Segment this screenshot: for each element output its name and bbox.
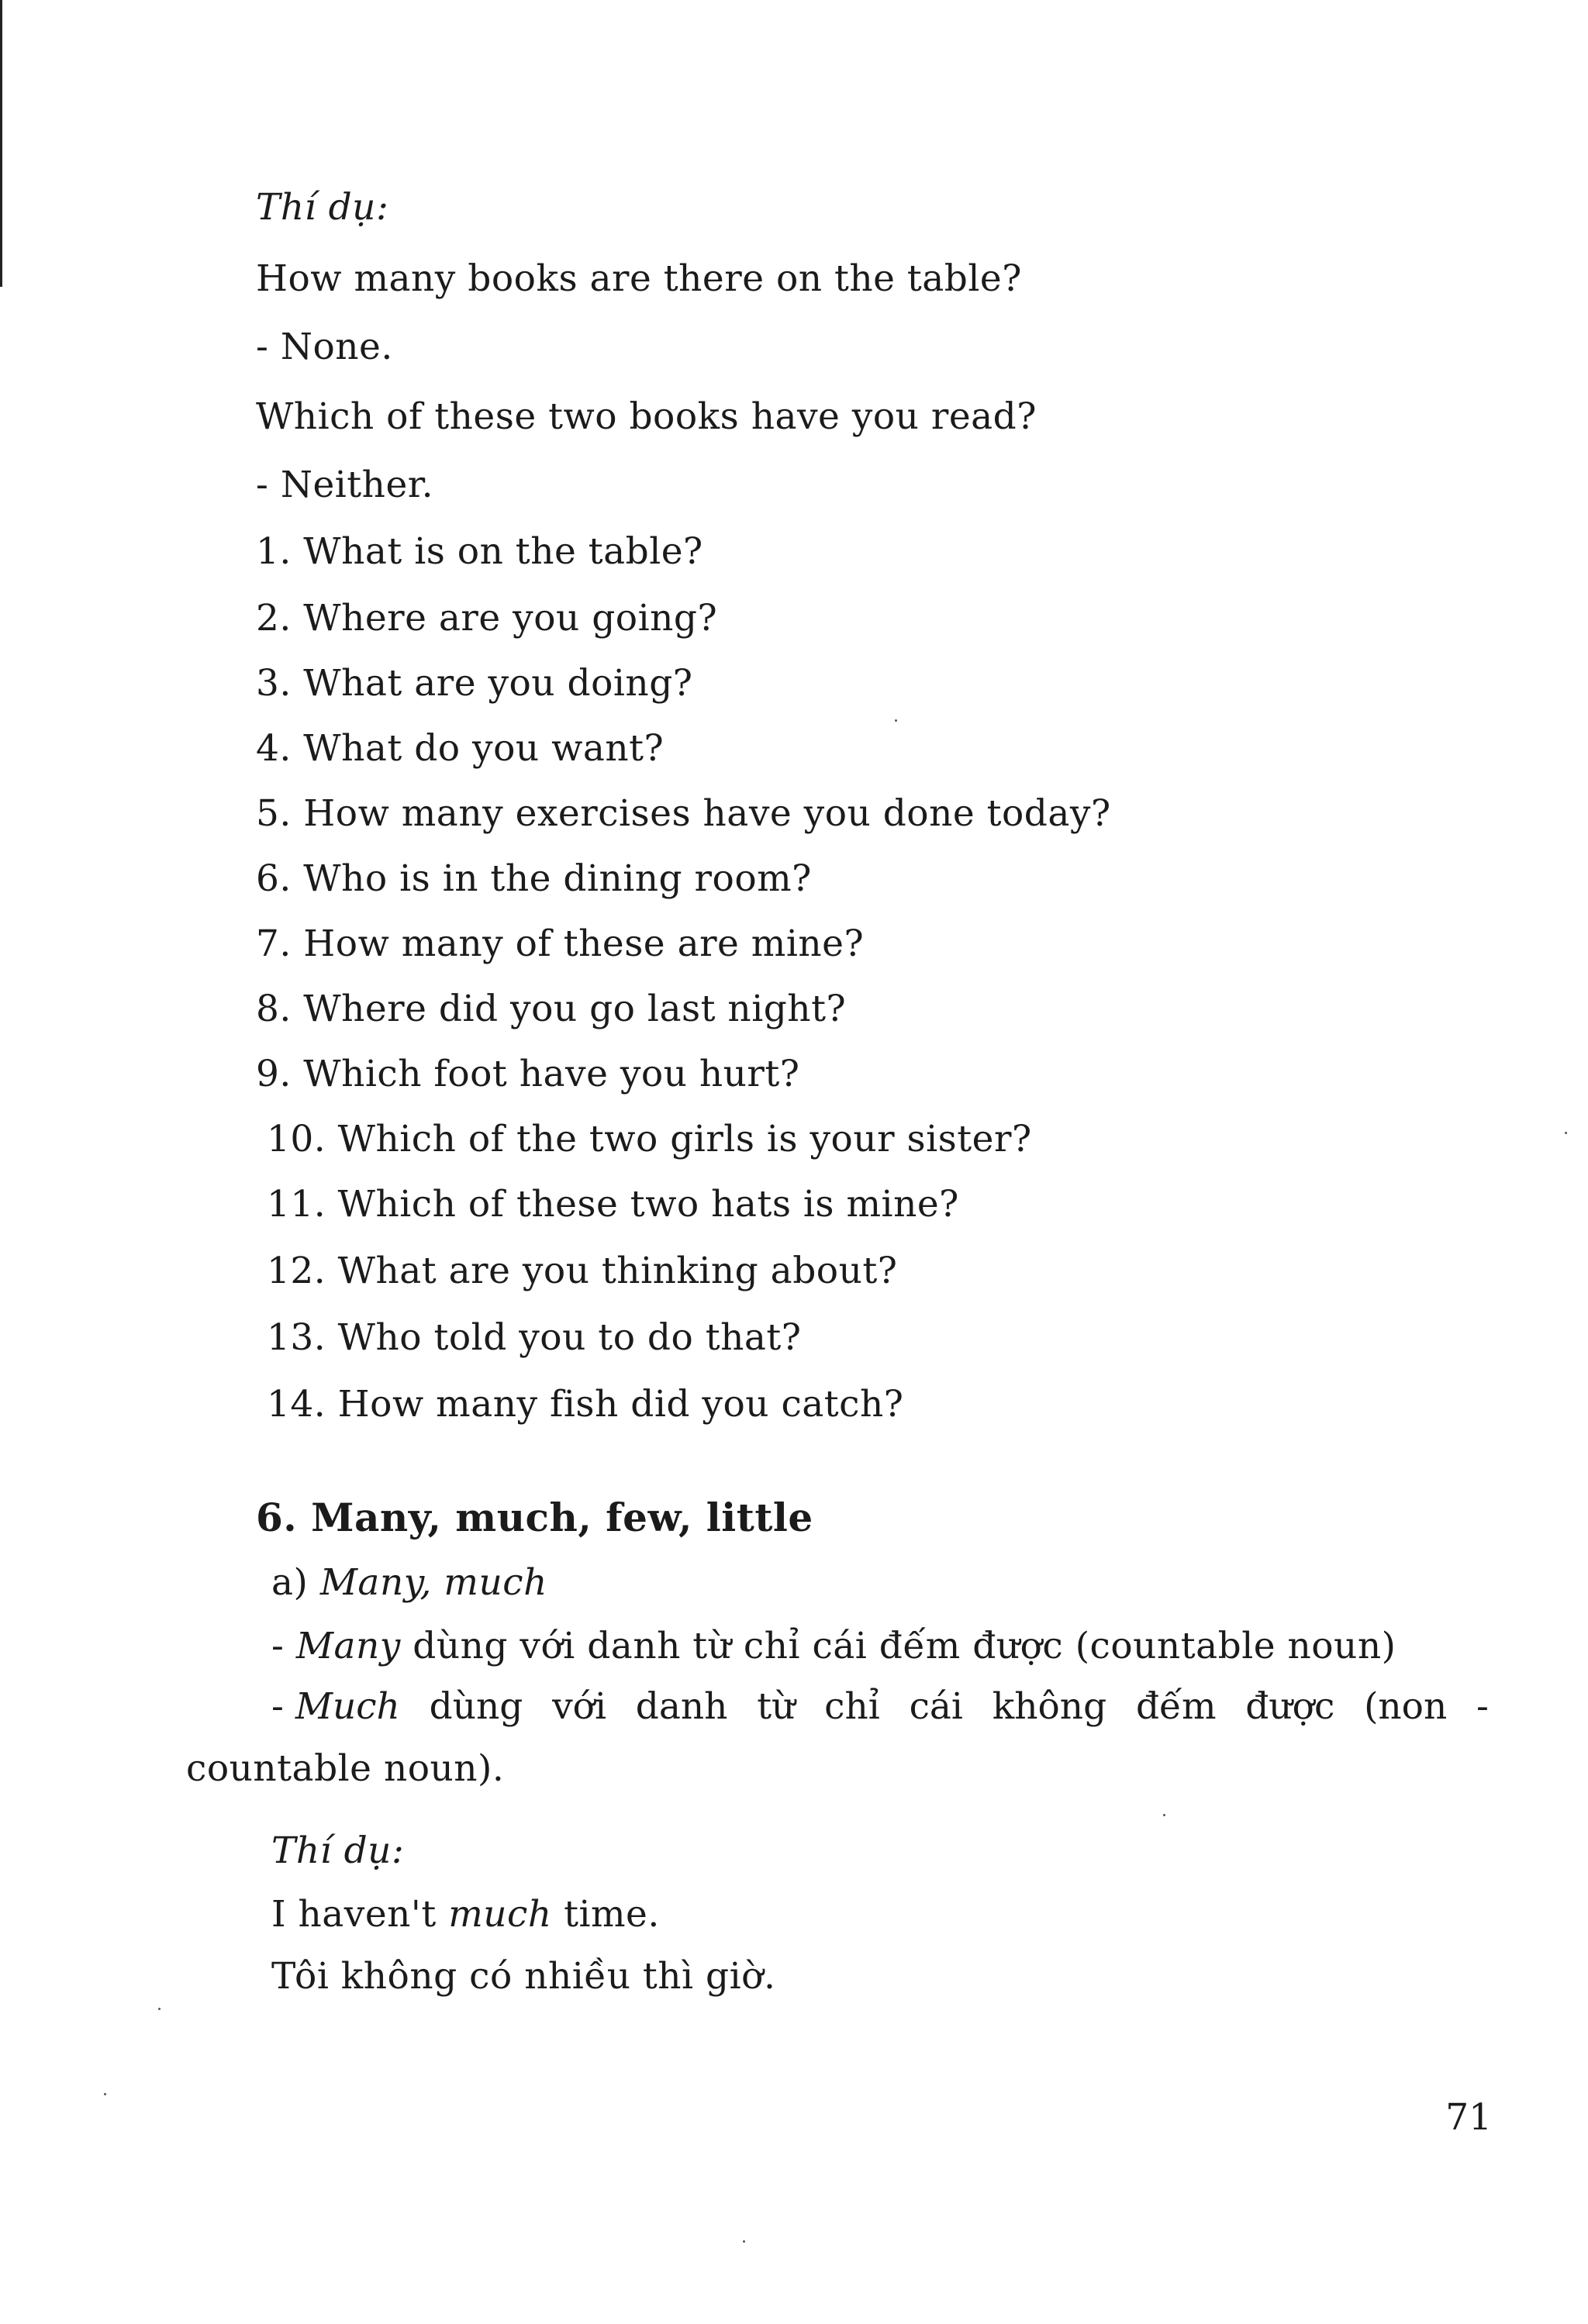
exercise-item: 5. How many exercises have you done today? bbox=[256, 792, 1111, 835]
rule-word: cái bbox=[909, 1685, 963, 1728]
exercise-item: 6. Who is in the dining room? bbox=[256, 857, 812, 900]
section-heading: 6. Many, much, few, little bbox=[256, 1495, 813, 1540]
rule-word: - bbox=[1476, 1685, 1489, 1728]
example-sentence bbox=[271, 1891, 660, 1938]
rule-much-continuation: countable noun). bbox=[186, 1747, 505, 1790]
exercise-item: 4. What do you want? bbox=[256, 727, 665, 770]
exercise-item: 8. Where did you go last night? bbox=[256, 988, 847, 1030]
page-binding-edge bbox=[0, 0, 2, 287]
rule-keyword: Much bbox=[295, 1685, 400, 1728]
exercise-item: 1. What is on the table? bbox=[256, 530, 703, 573]
page-number: 71 bbox=[1445, 2096, 1492, 2139]
exercise-item: 11. Which of these two hats is mine? bbox=[267, 1183, 959, 1226]
subsection-prefix: a) bbox=[271, 1561, 320, 1604]
rule-word: được bbox=[1245, 1685, 1335, 1728]
exercise-item: 14. How many fish did you catch? bbox=[267, 1383, 904, 1426]
scan-speck bbox=[104, 2093, 106, 2095]
example-line: How many books are there on the table? bbox=[256, 257, 1022, 300]
rule-text: dùng với danh từ chỉ cái đếm được (countable noun) bbox=[400, 1625, 1396, 1667]
exercise-item: 3. What are you doing? bbox=[256, 662, 693, 705]
example-keyword: much bbox=[448, 1893, 552, 1936]
example-line: - Neither. bbox=[256, 464, 434, 506]
rule-much bbox=[271, 1684, 1489, 1730]
rule-word: dùng bbox=[429, 1685, 523, 1728]
exercise-item: 13. Who told you to do that? bbox=[267, 1316, 802, 1359]
exercise-item: 7. How many of these are mine? bbox=[256, 922, 865, 965]
example-line: Which of these two books have you read? bbox=[256, 395, 1037, 438]
scan-speck bbox=[158, 2008, 161, 2010]
example-translation: Tôi không có nhiều thì giờ. bbox=[271, 1955, 776, 1998]
example-label: Thí dụ: bbox=[271, 1829, 405, 1872]
rule-word: từ bbox=[757, 1685, 796, 1728]
rule-dash: - bbox=[271, 1625, 296, 1667]
rule-word: với bbox=[552, 1685, 606, 1728]
rule-dash: - bbox=[271, 1685, 295, 1728]
scan-speck bbox=[895, 719, 897, 722]
scan-speck bbox=[743, 2240, 745, 2243]
example-text: time. bbox=[551, 1893, 660, 1936]
example-line: - None. bbox=[256, 326, 393, 368]
exercise-item: 2. Where are you going? bbox=[256, 597, 718, 640]
rule-many bbox=[271, 1623, 1396, 1670]
subsection-title bbox=[271, 1560, 547, 1606]
subsection-title-text: Many, much bbox=[319, 1561, 547, 1604]
scan-speck bbox=[1565, 1132, 1567, 1134]
example-label: Thí dụ: bbox=[256, 186, 389, 229]
rule-word: (non bbox=[1364, 1685, 1448, 1728]
scan-speck bbox=[1163, 1814, 1165, 1816]
rule-word: không bbox=[992, 1685, 1107, 1728]
exercise-item: 9. Which foot have you hurt? bbox=[256, 1053, 800, 1095]
exercise-item: 12. What are you thinking about? bbox=[267, 1250, 898, 1292]
rule-word: chỉ bbox=[824, 1685, 880, 1728]
rule-much-lead bbox=[271, 1684, 400, 1730]
rule-keyword: Many bbox=[295, 1625, 401, 1667]
exercise-item: 10. Which of the two girls is your sister? bbox=[267, 1118, 1032, 1160]
rule-word: đếm bbox=[1135, 1685, 1217, 1728]
example-text: I haven't bbox=[271, 1893, 449, 1936]
rule-word: danh bbox=[635, 1685, 728, 1728]
